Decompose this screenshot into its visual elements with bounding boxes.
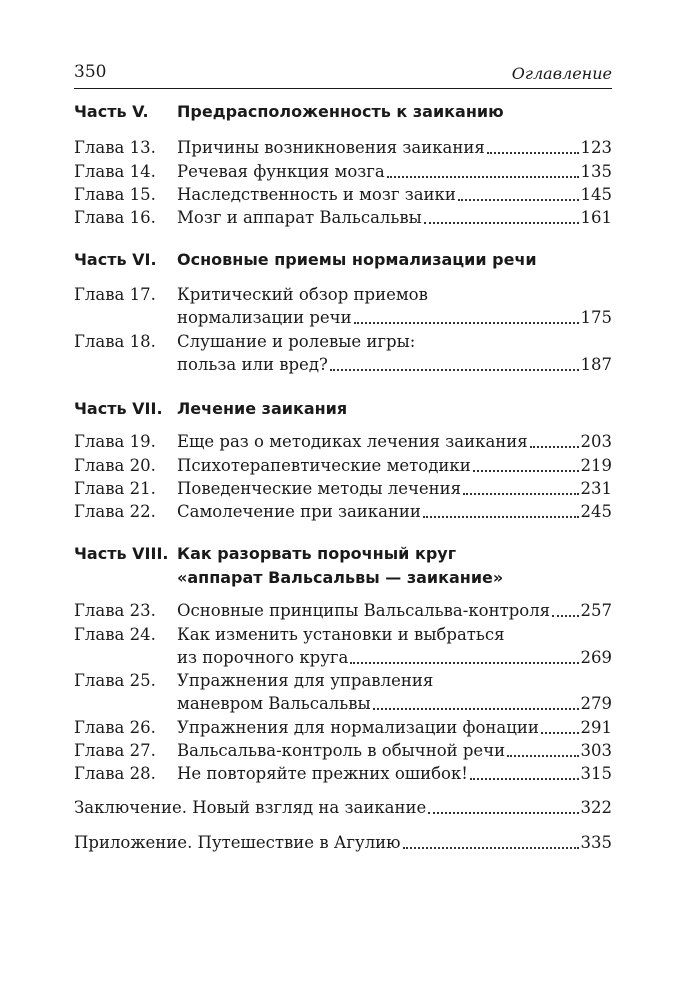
dot-leader	[458, 199, 579, 201]
dot-leader	[354, 322, 579, 324]
chapter-number: Глава 13.	[74, 138, 156, 157]
conclusion-page: 322	[580, 798, 612, 817]
chapter-title-line: Критический обзор приемов	[177, 285, 428, 304]
dot-leader	[330, 369, 579, 371]
part-number: Часть VI.	[74, 250, 157, 269]
chapter-page: 245	[580, 502, 612, 521]
chapter-number: Глава 24.	[74, 625, 156, 644]
chapter-title: Основные принципы Вальсальва-контроля	[177, 601, 551, 620]
toc-entry-conclusion[interactable]	[74, 796, 612, 819]
chapter-page: 175	[580, 308, 612, 327]
dot-leader	[507, 755, 578, 757]
chapter-number: Глава 18.	[74, 332, 156, 351]
chapter-page: 269	[580, 648, 612, 667]
chapter-page: 257	[580, 601, 612, 620]
chapter-title-line: нормализации речи	[177, 308, 352, 327]
chapter-number: Глава 25.	[74, 671, 156, 690]
part-title: Основные приемы нормализации речи	[177, 250, 537, 269]
chapter-title: Вальсальва-контроль в обычной речи	[177, 741, 506, 760]
chapter-title: Не повторяйте прежних ошибок!	[177, 764, 468, 783]
chapter-number: Глава 22.	[74, 502, 156, 521]
chapter-title-line: Упражнения для управления	[177, 671, 434, 690]
chapter-title: Упражнения для нормализации фонации	[177, 718, 539, 737]
appendix-title: Приложение. Путешествие в Агулию	[74, 833, 401, 852]
chapter-number: Глава 17.	[74, 285, 156, 304]
chapter-page: 219	[580, 456, 612, 475]
chapter-page: 161	[580, 208, 612, 227]
chapter-page: 123	[580, 138, 612, 157]
chapter-title-line: Слушание и ролевые игры:	[177, 332, 416, 351]
chapter-number: Глава 20.	[74, 456, 156, 475]
dot-leader	[423, 516, 579, 518]
dot-leader	[470, 778, 579, 780]
chapter-title: Психотерапевтические методики	[177, 456, 471, 475]
toc-entry-appendix[interactable]	[74, 831, 612, 854]
chapter-page: 303	[580, 741, 612, 760]
chapter-page: 145	[580, 185, 612, 204]
chapter-number: Глава 15.	[74, 185, 156, 204]
chapter-page: 135	[580, 162, 612, 181]
chapter-title-line: маневром Вальсальвы	[177, 694, 371, 713]
chapter-title-line: из порочного круга	[177, 648, 349, 667]
appendix-page: 335	[580, 833, 612, 852]
part-heading-cont	[74, 566, 612, 590]
part-heading	[74, 542, 612, 566]
chapter-number: Глава 28.	[74, 764, 156, 783]
chapter-number: Глава 19.	[74, 432, 156, 451]
chapter-title: Мозг и аппарат Вальсальвы	[177, 208, 422, 227]
dot-leader	[387, 176, 579, 178]
chapter-number: Глава 23.	[74, 601, 156, 620]
running-head: Оглавление	[511, 64, 612, 83]
chapter-page: 291	[580, 718, 612, 737]
part-heading	[74, 397, 612, 421]
chapter-page: 187	[580, 355, 612, 374]
chapter-title: Причины возникновения заикания	[177, 138, 485, 157]
part-heading	[74, 100, 612, 124]
part-number: Часть VII.	[74, 399, 163, 418]
chapter-number: Глава 26.	[74, 718, 156, 737]
chapter-number: Глава 16.	[74, 208, 156, 227]
part-title: Лечение заикания	[177, 399, 348, 418]
dot-leader	[552, 615, 578, 617]
chapter-page: 203	[580, 432, 612, 451]
chapter-page: 279	[580, 694, 612, 713]
dot-leader	[428, 812, 578, 814]
chapter-title: Наследственность и мозг заики	[177, 185, 456, 204]
dot-leader	[541, 732, 579, 734]
dot-leader	[424, 222, 579, 224]
part-title: «аппарат Вальсальвы — заикание»	[177, 568, 504, 587]
chapter-title: Еще раз о методиках лечения заикания	[177, 432, 528, 451]
part-title: Как разорвать порочный круг	[177, 544, 457, 563]
chapter-title-line: Как изменить установки и выбраться	[177, 625, 505, 644]
chapter-number: Глава 14.	[74, 162, 156, 181]
chapter-number: Глава 21.	[74, 479, 156, 498]
chapter-page: 315	[580, 764, 612, 783]
chapter-title: Поведенческие методы лечения	[177, 479, 462, 498]
chapter-page: 231	[580, 479, 612, 498]
part-title: Предрасположенность к заиканию	[177, 102, 504, 121]
page-number: 350	[74, 62, 107, 82]
part-number: Часть V.	[74, 102, 149, 121]
conclusion-title: Заключение. Новый взгляд на заикание	[74, 798, 427, 817]
dot-leader	[473, 470, 579, 472]
chapter-number: Глава 27.	[74, 741, 156, 760]
chapter-title-line: польза или вред?	[177, 355, 328, 374]
page-header	[74, 62, 612, 89]
part-heading	[74, 248, 612, 272]
chapter-title: Речевая функция мозга	[177, 162, 385, 181]
dot-leader	[487, 152, 579, 154]
dot-leader	[373, 708, 579, 710]
dot-leader	[463, 493, 578, 495]
dot-leader	[403, 847, 579, 849]
dot-leader	[530, 446, 579, 448]
chapter-title: Самолечение при заикании	[177, 502, 421, 521]
part-number: Часть VIII.	[74, 544, 169, 563]
dot-leader	[350, 662, 578, 664]
